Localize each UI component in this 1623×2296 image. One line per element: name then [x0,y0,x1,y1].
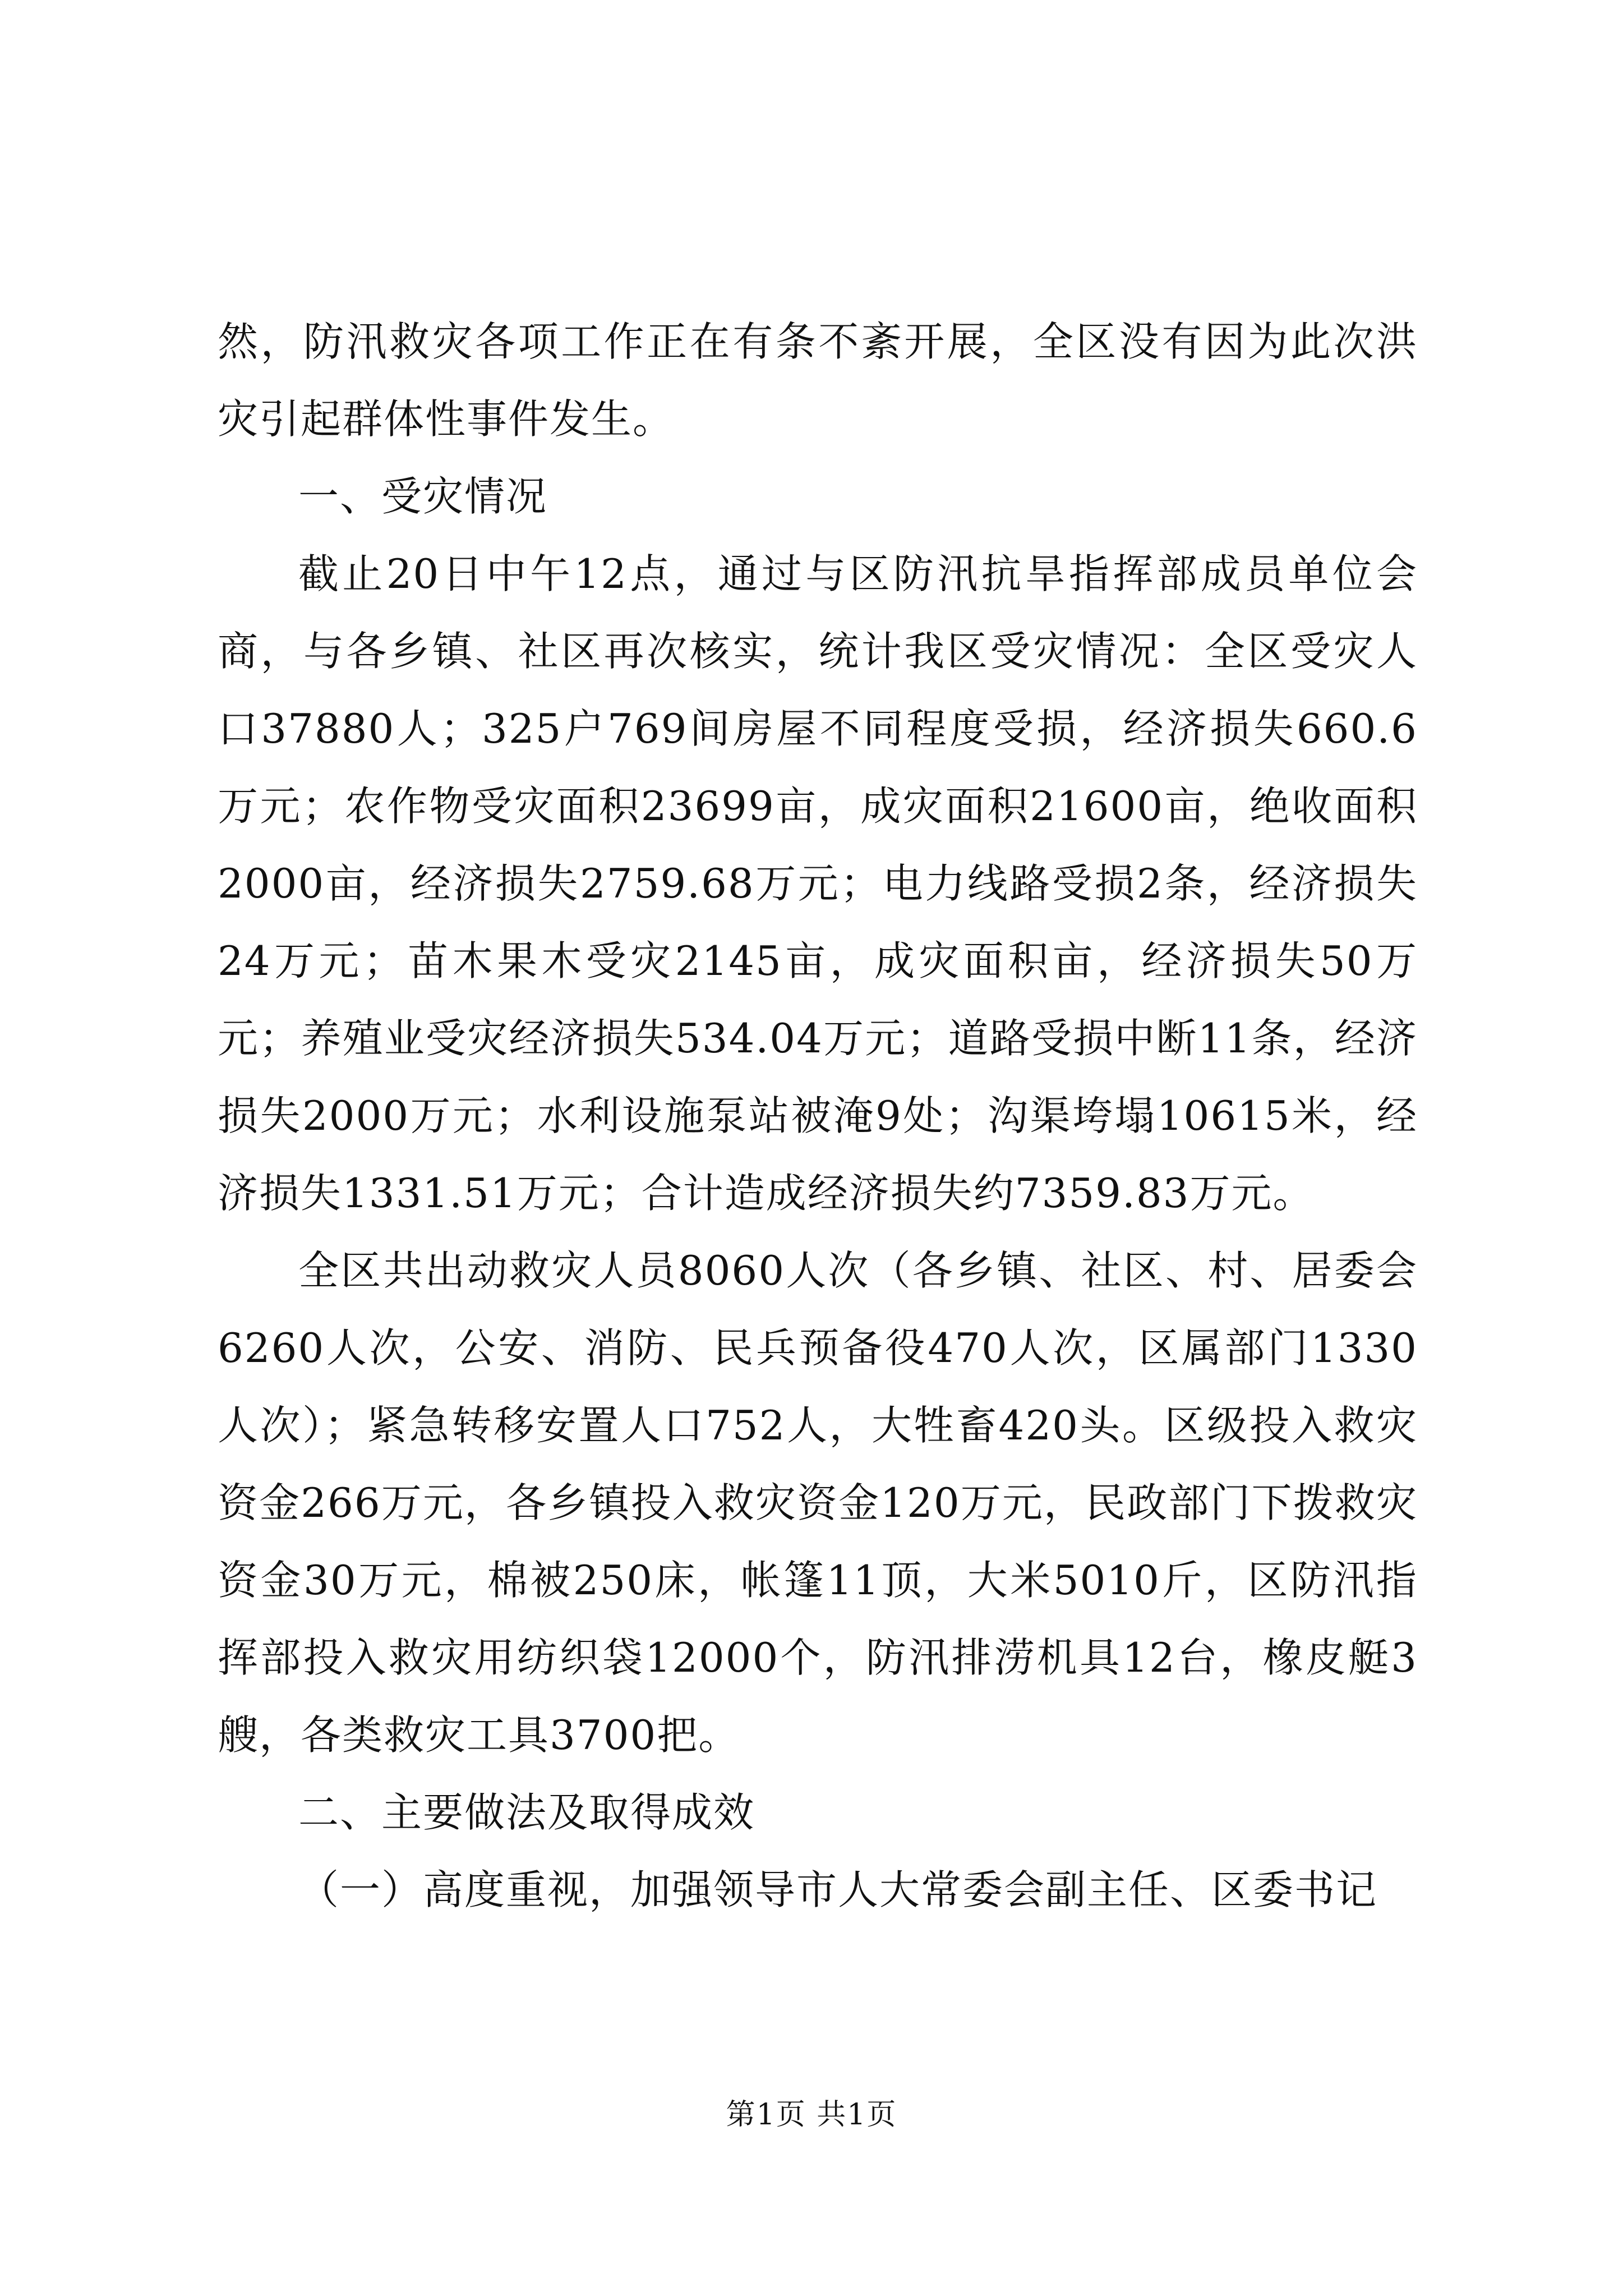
paragraph-disaster-stats: 截止20日中午12点，通过与区防汛抗旱指挥部成员单位会商，与各乡镇、社区再次核实，统计我区受灾情况：全区受灾人口37880人；325户769间房屋不同程度受损，经济损失660.6万元；农作物受灾面积23699亩，成灾面积21600亩，绝收面积2000亩，经济损失2759.68万元；电力线路受损2条，经济损失24万元；苗木果木受灾2145亩，成灾面积亩，经济损失50万元；养殖业受灾经济损失534.04万元；道路受损中断11条，经济损失2000万元；水利设施泵站被淹9处；沟渠垮塌10615米，经济损失1331.51万元；合计造成经济损失约7359.83万元。 [218,550,1418,1217]
page-footer: 第1页 共1页 [726,2098,897,2132]
paragraph-relief-resources: 全区共出动救灾人员8060人次（各乡镇、社区、村、居委会6260人次，公安、消防、民兵预备役470人次，区属部门1330人次）；紧急转移安置人口752人，大牲畜420头。区级投入救灾资金266万元，各乡镇投入救灾资金120万元，民政部门下拨救灾资金30万元，棉被250床，帐篷11顶，大米5010斤，区防汛指挥部投入救灾用纺织袋12000个，防汛排涝机具12台，橡皮艇3艘，各类救灾工具3700把。 [218,1247,1418,1759]
section-heading-2: 二、主要做法及取得成效 [298,1789,755,1836]
document-body [218,303,1418,1929]
paragraph-subsection-1: （一）高度重视，加强领导市人大常委会副主任、区委书记 [298,1866,1378,1913]
paragraph-continued: 然，防汛救灾各项工作正在有条不紊开展，全区没有因为此次洪灾引起群体性事件发生。 [218,318,1418,443]
section-heading-1: 一、受灾情况 [298,473,548,520]
